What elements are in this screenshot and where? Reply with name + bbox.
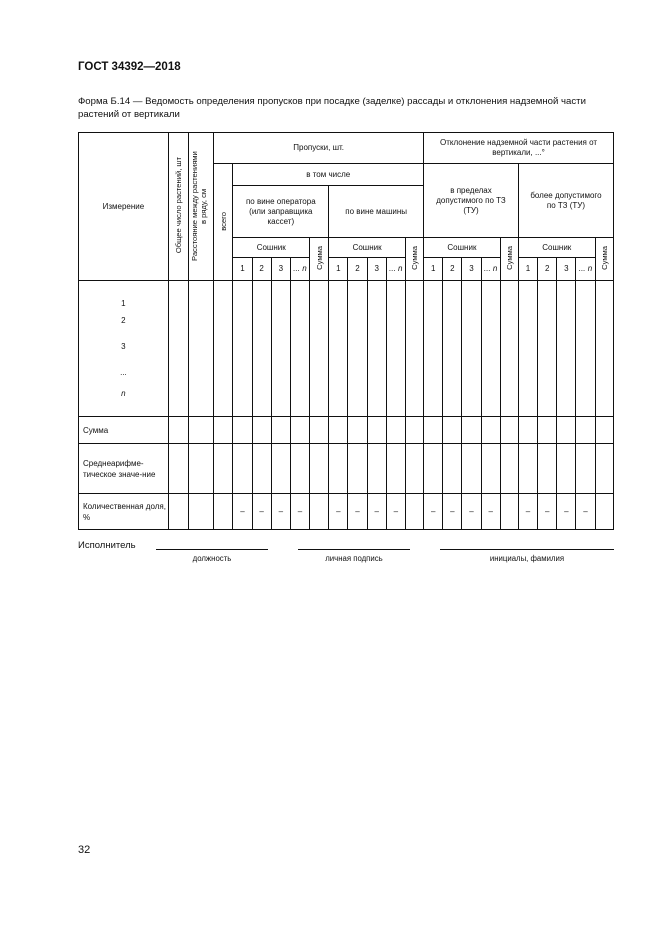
sub-col-2: 2 xyxy=(348,258,367,281)
sub-col-1: 1 xyxy=(424,258,443,281)
dash-cell: – xyxy=(386,494,405,530)
dash-cell: – xyxy=(462,494,481,530)
dash-cell: – xyxy=(290,494,309,530)
sum-header: Сумма xyxy=(310,238,329,281)
row-label: 3 xyxy=(79,334,169,360)
measure-header: Измерение xyxy=(79,133,169,281)
sub-col-n: ... n xyxy=(481,258,500,281)
machine-header: по вине машины xyxy=(329,186,424,238)
operator-header: по вине оператора (или заправщика кассет) xyxy=(233,186,329,238)
sub-col-n: ... n xyxy=(290,258,309,281)
sub-col-1: 1 xyxy=(518,258,537,281)
dash-cell: – xyxy=(481,494,500,530)
total-header: всего xyxy=(214,164,233,281)
coulter-header: Сошник xyxy=(329,238,406,258)
sum-header: Сумма xyxy=(595,238,613,281)
page-number: 32 xyxy=(78,844,91,856)
dash-cell: – xyxy=(329,494,348,530)
sum-header: Сумма xyxy=(500,238,518,281)
dash-cell: – xyxy=(233,494,252,530)
including-header: в том числе xyxy=(233,164,424,186)
form-caption: Форма Б.14 — Ведомость определения пропусков при посадке (заделке) рассады и отклонения надземной части растений от вертикали xyxy=(78,96,586,120)
distance-header: Расстояние между растениями в ряду, см xyxy=(188,133,213,281)
dash-cell: – xyxy=(557,494,576,530)
row-label: n xyxy=(79,386,169,417)
position-caption: должность xyxy=(192,554,232,563)
dash-cell: – xyxy=(271,494,290,530)
signature-caption: личная подпись xyxy=(325,554,383,563)
row-label: 1 xyxy=(79,281,169,308)
sub-col-2: 2 xyxy=(443,258,462,281)
sub-col-3: 3 xyxy=(367,258,386,281)
executor-label: Исполнитель xyxy=(78,540,136,551)
row-sum-label: Сумма xyxy=(79,417,169,444)
row-label: 2 xyxy=(79,308,169,334)
sum-header: Сумма xyxy=(405,238,423,281)
coulter-header: Сошник xyxy=(424,238,501,258)
sub-col-1: 1 xyxy=(329,258,348,281)
sub-col-2: 2 xyxy=(252,258,271,281)
coulter-header: Сошник xyxy=(518,238,595,258)
name-line[interactable] xyxy=(440,549,614,550)
coulter-header: Сошник xyxy=(233,238,310,258)
sub-col-n: ... n xyxy=(576,258,595,281)
row-share-label: Количественная доля, % xyxy=(79,494,169,530)
row-mean-label: Среднеарифме-тическое значе-ние xyxy=(79,444,169,494)
dash-cell: – xyxy=(538,494,557,530)
dash-cell: – xyxy=(443,494,462,530)
signature-line[interactable] xyxy=(298,549,410,550)
dash-cell: – xyxy=(576,494,595,530)
sub-col-3: 3 xyxy=(557,258,576,281)
standard-title: ГОСТ 34392—2018 xyxy=(78,61,181,73)
sub-col-1: 1 xyxy=(233,258,252,281)
beyond-header: более допустимого по ТЗ (ТУ) xyxy=(518,164,613,238)
total-plants-header: Общее число растений, шт xyxy=(168,133,188,281)
signature-block xyxy=(78,540,618,570)
gaps-header: Пропуски, шт. xyxy=(214,133,424,164)
within-header: в пределах допустимого по ТЗ (ТУ) xyxy=(424,164,519,238)
dash-cell: – xyxy=(348,494,367,530)
position-line[interactable] xyxy=(156,549,268,550)
gaps-deviation-table xyxy=(78,132,614,530)
deviation-header: Отклонение надземной части растения от вертикали, ...° xyxy=(424,133,614,164)
sub-col-n: ... n xyxy=(386,258,405,281)
sub-col-3: 3 xyxy=(462,258,481,281)
dash-cell: – xyxy=(367,494,386,530)
dash-cell: – xyxy=(252,494,271,530)
sub-col-3: 3 xyxy=(271,258,290,281)
name-caption: инициалы, фамилия xyxy=(489,554,565,563)
sub-col-2: 2 xyxy=(538,258,557,281)
dash-cell: – xyxy=(424,494,443,530)
row-label: ... xyxy=(79,360,169,386)
dash-cell: – xyxy=(518,494,537,530)
